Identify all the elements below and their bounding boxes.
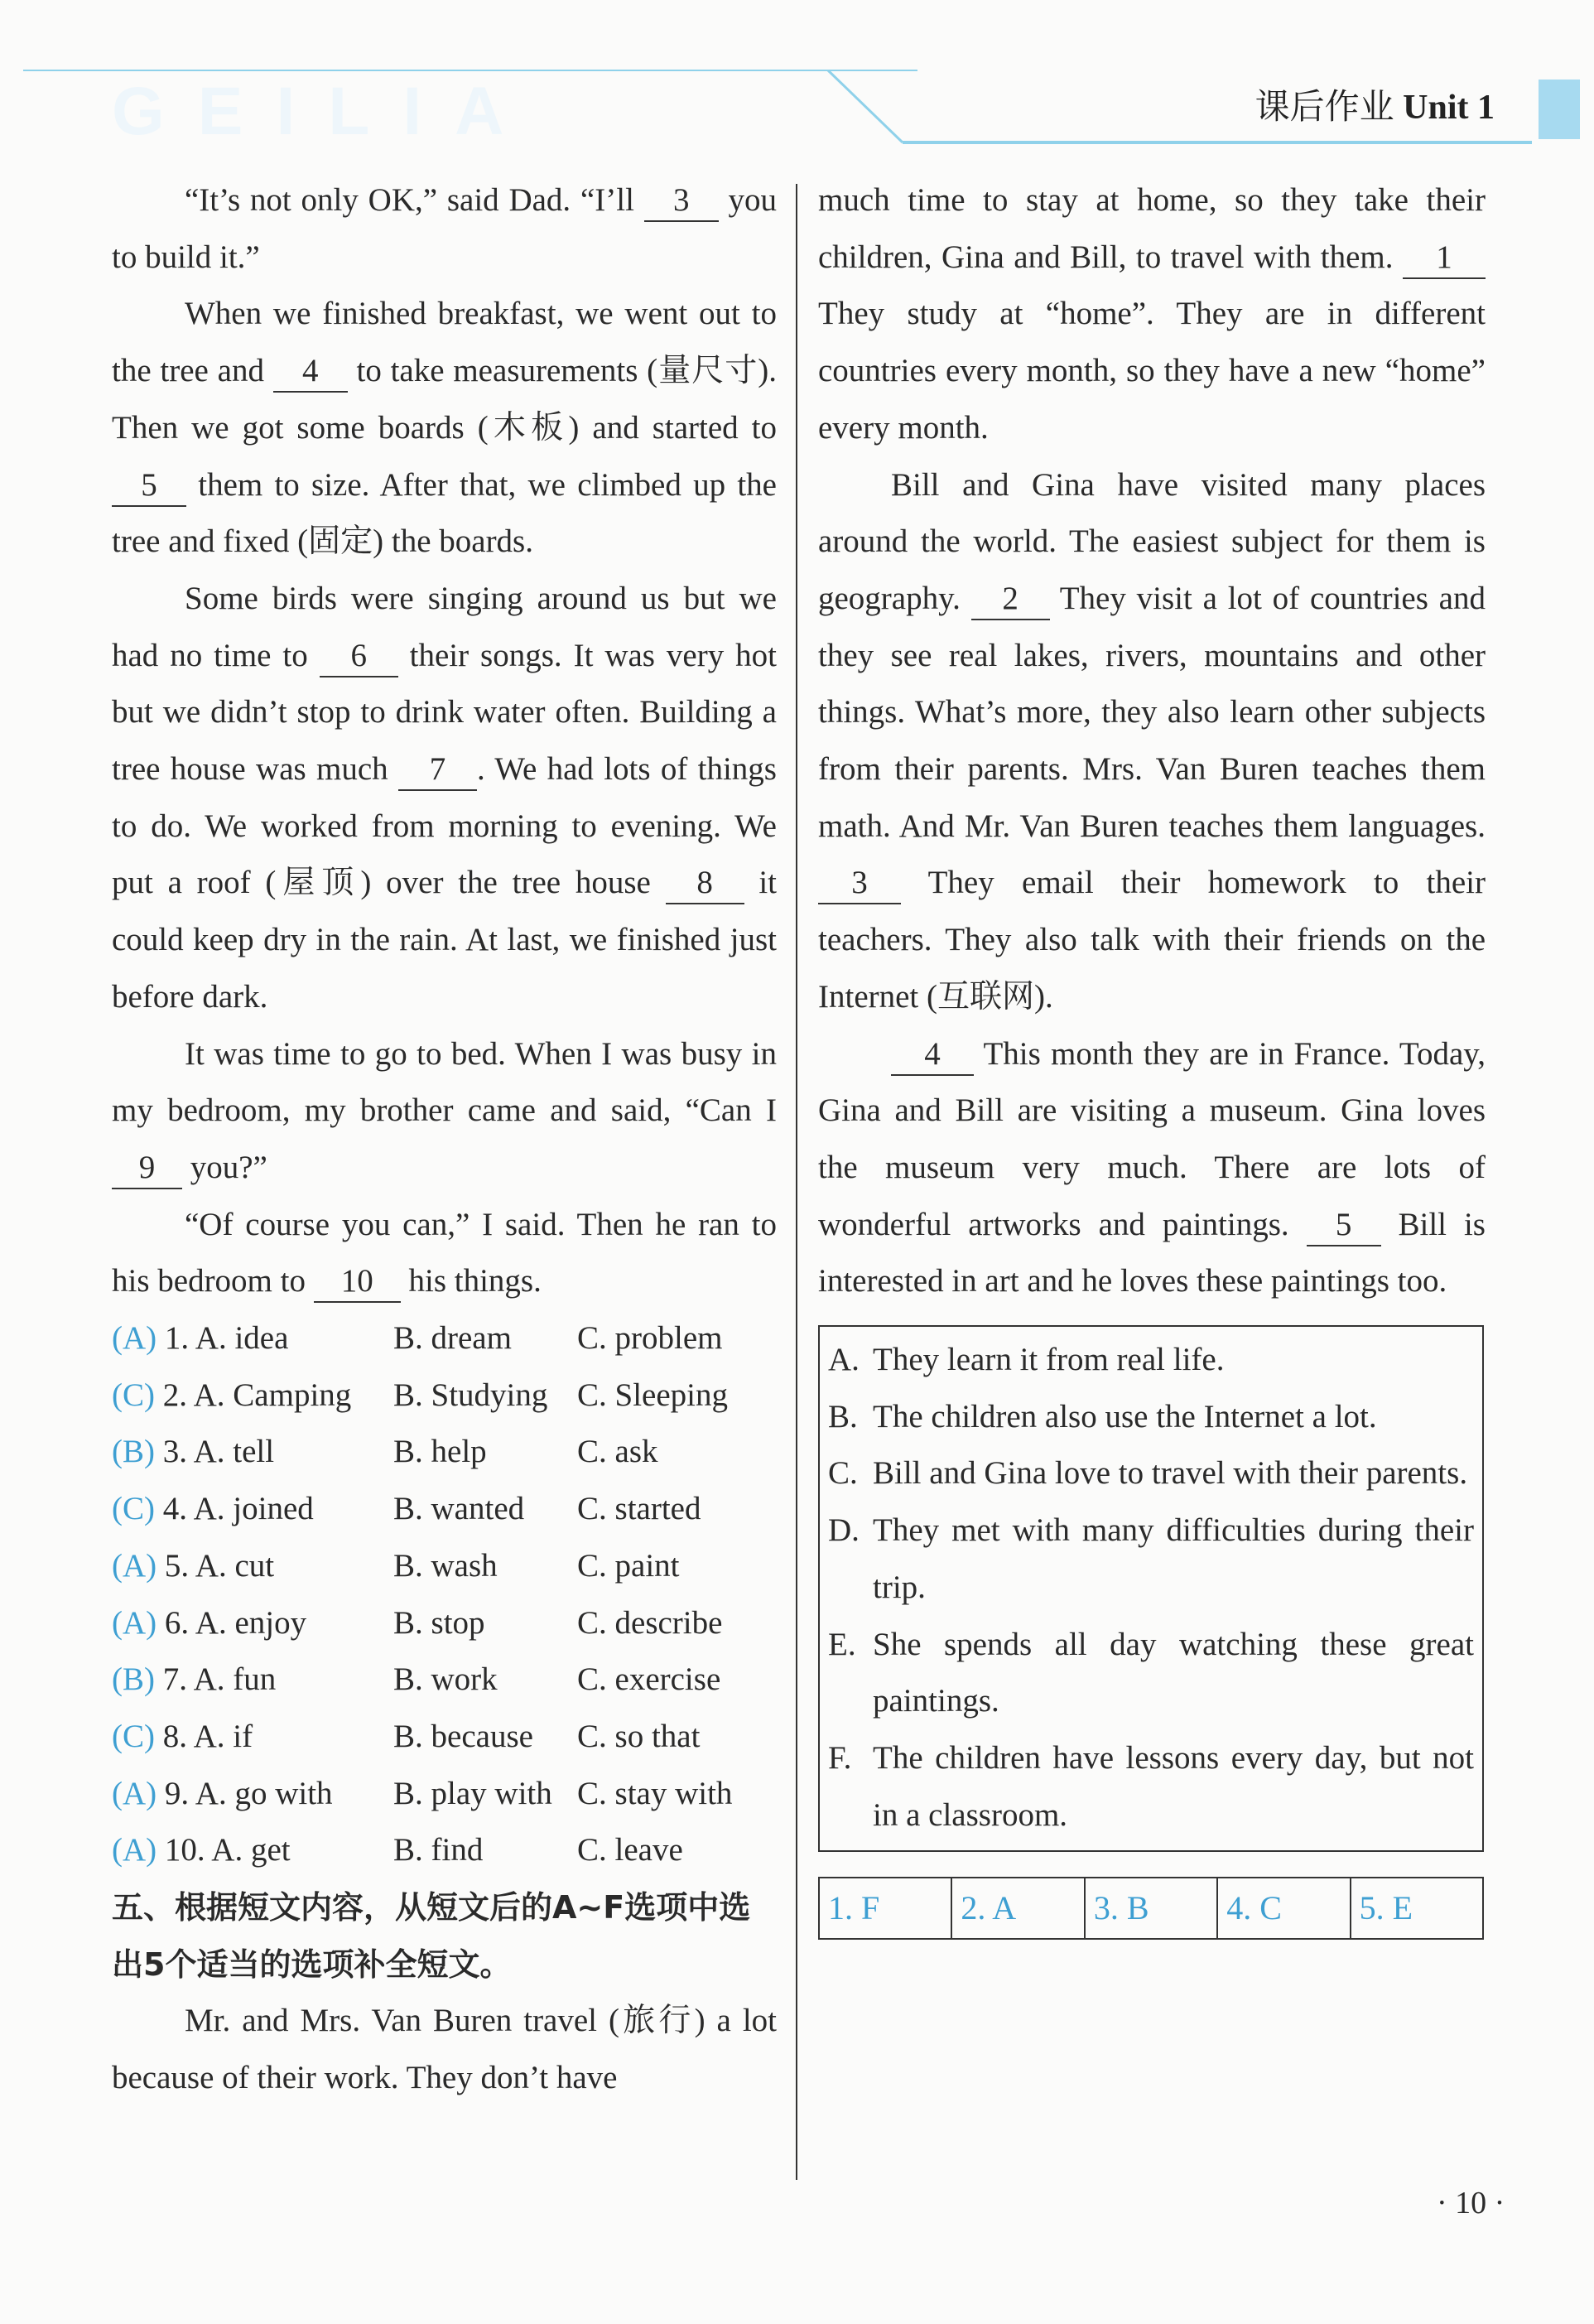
paragraph: 4 This month they are in France. Today, Gina and Bill are visiting a museum. Gina loves the museum very much. There are lots of wonderful artworks and paintings. 5 Bill is interested in art and he loves these paintings too.	[818, 1035, 1486, 1299]
options-list	[112, 1310, 777, 1879]
blank-3: 3	[644, 181, 719, 222]
option-row: (B) 7. A. fun B. work C. exercise	[112, 1661, 721, 1698]
answer-table	[818, 1877, 1484, 1940]
header-title-cn: 课后作业	[1254, 89, 1394, 127]
option-row: (C) 8. A. if B. because C. so that	[112, 1718, 701, 1754]
paragraph: “It’s not only OK,” said Dad. “I’ll 3 you to build it.”	[112, 182, 778, 275]
option-row: (A) 9. A. go with B. play with C. stay with	[112, 1775, 733, 1811]
blank-7: 7	[398, 750, 477, 791]
answer-letter: A	[123, 1547, 147, 1584]
option-row: (C) 2. A. Camping B. Studying C. Sleeping	[112, 1377, 728, 1413]
blank-6: 6	[320, 636, 398, 677]
paragraph: “Of course you can,” I said. Then he ran to his bedroom to 10 his things.	[112, 1197, 777, 1310]
option-row: (A) 10. A. get B. find C. leave	[112, 1832, 683, 1868]
paragraph: Mr. and Mrs. Van Buren travel (旅行) a lot because of their work. They don’t have	[112, 2003, 777, 2096]
header-watermark: GEILIA	[112, 74, 537, 149]
option-row: (A) 6. A. enjoy B. stop C. describe	[112, 1604, 723, 1641]
answer-cell: 4. C	[1216, 1878, 1349, 1938]
option-row: (A) 1. A. idea B. dream C. problem	[112, 1320, 723, 1357]
paragraph: It was time to go to bed. When I was busy in my bedroom, my brother came and said, “Can I 9 you?”	[112, 1026, 777, 1197]
choice-item: C. Bill and Gina love to travel with their parents.	[828, 1455, 1468, 1492]
section-heading: 五、根据短文内容，从短文后的A~F选项中选出5个适当的选项补全短文。	[112, 1888, 751, 1983]
page-number: · 10 ·	[1437, 2186, 1505, 2220]
option-row: (B) 3. A. tell B. help C. ask	[112, 1434, 658, 1470]
blank-4: 4	[891, 1034, 974, 1076]
answer-letter: A	[123, 1320, 147, 1357]
header-title-unit: Unit 1	[1403, 89, 1495, 127]
choice-item: E. She spends all day watching these great paintings.	[828, 1626, 1474, 1719]
answer-letter: A	[123, 1775, 147, 1811]
answer-cell: 3. B	[1084, 1878, 1216, 1938]
answer-letter: B	[123, 1434, 145, 1470]
blank-3: 3	[818, 863, 901, 904]
header-title	[1255, 80, 1495, 129]
answer-cell: 2. A	[951, 1878, 1083, 1938]
answer-letter: A	[123, 1832, 147, 1868]
option-row: (C) 4. A. joined B. wanted C. started	[112, 1491, 701, 1527]
right-column	[818, 172, 1486, 1940]
paragraph: When we finished breakfast, we went out to the tree and 4 to take measurements (量尺寸). Then we got some boards (木板) and started to 5 them to size. After that, we climbed up the tree and fixed (固定) the boards.	[112, 296, 777, 560]
blank-9: 9	[112, 1148, 182, 1189]
answer-cell: 1. F	[828, 1889, 880, 1927]
answer-letter: A	[123, 1604, 147, 1641]
header-tab	[1539, 80, 1580, 139]
blank-5: 5	[112, 465, 186, 507]
blank-2: 2	[971, 579, 1050, 620]
choice-item: A. They learn it from real life.	[828, 1342, 1225, 1378]
blank-1: 1	[1403, 238, 1486, 279]
choice-item: D. They met with many difficulties during their trip.	[828, 1512, 1474, 1605]
choice-item: B. The children also use the Internet a lot.	[828, 1398, 1377, 1434]
blank-4: 4	[273, 351, 348, 393]
answer-cell: 5. E	[1350, 1878, 1482, 1938]
answer-letter: C	[123, 1718, 145, 1754]
answer-letter: B	[123, 1661, 145, 1698]
blank-10: 10	[314, 1261, 401, 1303]
left-column	[112, 172, 777, 2107]
paragraph: Some birds were singing around us but we had no time to 6 their songs. It was very hot but we didn’t stop to drink water often. Building a tree house was much 7 . We had lots of things to do. We worked from morning to evening. We put a roof (屋顶) over the tree house 8 it could keep dry in the rain. At last, we finished just before dark.	[112, 580, 778, 1015]
blank-5: 5	[1307, 1205, 1381, 1246]
blank-8: 8	[666, 863, 744, 904]
choices-box	[818, 1325, 1484, 1852]
answer-letter: C	[123, 1491, 145, 1527]
paragraph: Bill and Gina have visited many places around the world. The easiest subject for them is geography. 2 They visit a lot of countries and they see real lakes, rivers, mountains and other things. What’s more, they also learn other subjects from their parents. Mrs. Van Buren teaches them math. And Mr. Van Buren teaches them languages. 3 They email their homework to their teachers. They also talk with their friends on the Internet (互联网).	[818, 466, 1486, 1015]
paragraph: much time to stay at home, so they take their children, Gina and Bill, to travel with them. 1 They study at “home”. They are in different countries every month, so they have a new “home” every month.	[818, 182, 1486, 446]
option-row: (A) 5. A. cut B. wash C. paint	[112, 1547, 680, 1584]
answer-letter: C	[123, 1377, 145, 1413]
column-divider	[796, 184, 797, 2180]
choice-item: F. The children have lessons every day, but not in a classroom.	[828, 1739, 1474, 1833]
